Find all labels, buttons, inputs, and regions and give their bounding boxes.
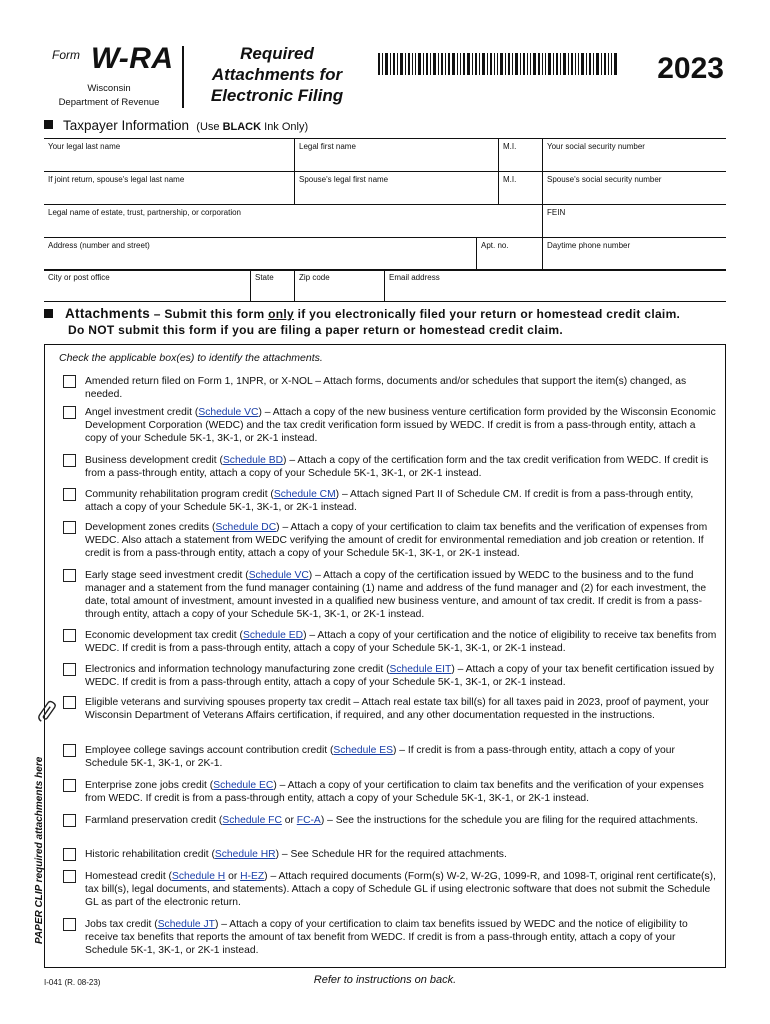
attachments-line2: Do NOT submit this form if you are filing a paper return or homestead credit claim. <box>68 323 563 337</box>
attachment-text-part: Amended return filed on Form 1, 1NPR, or X-NOL – Attach forms, documents and/or schedules that support the item(s) changed, as needed. <box>85 376 687 400</box>
attachment-text-part: ) – Attach a copy of your certification to claim tax benefits issued by WEDC and the notice of eligibility to receive tax benefits that reports the amount of tax benefit from WEDC. If credit is from a pass-through entity, attach a copy of your Schedule 5K-1, 3K-1, or 2K-1 instead. <box>85 919 688 956</box>
attachment-text <box>85 375 719 401</box>
attachment-text <box>85 488 719 514</box>
attachment-text <box>85 569 719 621</box>
attachment-text-part: Homestead credit ( <box>85 871 172 882</box>
attachment-checkbox[interactable] <box>63 454 76 467</box>
attachments-title: Attachments <box>65 306 151 321</box>
attachment-text-part: Community rehabilitation program credit ( <box>85 489 274 500</box>
attachment-text <box>85 629 719 655</box>
taxpayer-info-grid <box>44 138 726 270</box>
attachment-text <box>85 406 719 445</box>
attachment-text-part: Farmland preservation credit ( <box>85 815 223 826</box>
attachments-only: only <box>268 307 294 321</box>
attachment-text-part: ) – Attach a copy of your certification to claim tax benefits and the verification of your expenses from WEDC. If credit is from a pass-through entity, attach a copy of your Schedule 5K-1, 3K-1, or 2K-1 instead. <box>85 780 704 804</box>
taxpayer-section-title: Taxpayer Information <box>63 118 190 133</box>
attachment-text-part: Electronics and information technology manufacturing zone credit ( <box>85 664 390 675</box>
attachment-text <box>85 779 719 805</box>
attachment-checkbox[interactable] <box>63 569 76 582</box>
attachment-text-part: ) – Attach a copy of your tax benefit certification issued by WEDC. If credit is from a pass-through entity, attach a copy of your Schedule 5K-1, 3K-1, or 2K-1 instead. <box>85 664 715 688</box>
schedule-link[interactable]: Schedule ED <box>242 630 304 641</box>
attachment-text-part: ) – See Schedule HR for the required attachments. <box>275 849 507 860</box>
last-name-field[interactable] <box>44 139 294 172</box>
attachment-text-part: Historic rehabilitation credit ( <box>85 849 215 860</box>
attachment-text-part: ) – Attach a copy of the certification issued by WEDC to the business and to the fund manager and a statement from the fund manager containing (1) name and address of the fund manager and (2) for each investment, the date, total amount of investment, amount invested in a qualified new business venture, and amount of tax credit. If credit is from a pass-through entity, attach a copy of your Schedule 5K-1, 3K-1, or 2K-1 instead. <box>85 570 707 620</box>
title-line1: Required <box>240 44 314 63</box>
attachment-checkbox[interactable] <box>63 406 76 419</box>
attachment-text <box>85 663 719 689</box>
address-label: Address (number and street) <box>48 241 150 250</box>
email-field[interactable] <box>384 270 542 301</box>
schedule-link[interactable]: Schedule H <box>172 871 226 882</box>
attachment-checkbox[interactable] <box>63 521 76 534</box>
attachment-text-part: ) – Attach a copy of your certification to claim tax benefits and the verification of expenses from WEDC. Also attach a statement from WEDC verifying the amount of credit for environmental remediation and job creation or retention. If credit is from a pass-through entity, attach a copy of your Schedule 5K-1, 3K-1, or 2K-1 instead. <box>85 522 708 559</box>
attachment-text <box>85 814 719 827</box>
attachments-section-header <box>44 306 734 338</box>
attachment-text <box>85 870 719 909</box>
paper-clip-text: PAPER CLIP required attachments here <box>34 756 45 944</box>
attachment-checkbox[interactable] <box>63 848 76 861</box>
title-line2: Attachments for <box>211 65 343 84</box>
attachment-checkbox[interactable] <box>63 696 76 709</box>
attachment-text-part: Early stage seed investment credit ( <box>85 570 249 581</box>
footer-reference: Refer to instructions on back. <box>313 974 457 986</box>
schedule-link[interactable]: Schedule JT <box>157 919 215 930</box>
ink-note-black: BLACK <box>222 121 262 133</box>
ssn-label: Your social security number <box>547 142 645 151</box>
attachments-instruction: Check the applicable box(es) to identify the attachments. <box>59 352 323 364</box>
ink-note <box>196 121 308 133</box>
schedule-link[interactable]: Schedule EIT <box>389 664 452 675</box>
apt-label: Apt. no. <box>481 241 509 250</box>
schedule-link[interactable]: Schedule VC <box>198 407 259 418</box>
apt-field[interactable] <box>476 238 542 271</box>
attachment-text-part: ) – Attach a copy of the certification form and the tax credit verification from WEDC. If credit is from a pass-through entity, attach a copy of your Schedule 5K-1, 3K-1, or 2K-1 instead. <box>85 455 709 479</box>
state-label: State <box>255 273 274 282</box>
first-name-field[interactable] <box>294 139 498 172</box>
city-label: City or post office <box>48 273 110 282</box>
schedule-link[interactable]: Schedule VC <box>248 570 309 581</box>
form-title <box>202 43 352 106</box>
attachment-text <box>85 744 719 770</box>
attachment-checkbox[interactable] <box>63 814 76 827</box>
estate-name-label: Legal name of estate, trust, partnership, or corporation <box>48 208 241 217</box>
mi-field[interactable] <box>498 139 542 172</box>
attachment-checkbox[interactable] <box>63 663 76 676</box>
phone-field[interactable] <box>542 238 726 271</box>
schedule-link[interactable]: Schedule BD <box>222 455 284 466</box>
section-bullet-icon <box>44 120 53 129</box>
attachment-checkbox[interactable] <box>63 918 76 931</box>
form-id: W-RA <box>91 42 174 75</box>
zip-field[interactable] <box>294 270 384 301</box>
attachment-text-part: Development zones credits ( <box>85 522 216 533</box>
city-field[interactable] <box>44 270 250 301</box>
attachment-text-part: ) – Attach a copy of the new business venture certification form provided by the Wisconsin Economic Development Corporation (WEDC) and the tax credit verification form issued by WEDC. If credit is from a pass-through entity, attach a copy of your Schedule 5K-1, 3K-1, or 2K-1 instead. <box>85 407 716 444</box>
schedule-link[interactable]: FC-A <box>296 815 321 826</box>
spouse-first-name-label: Spouse's legal first name <box>299 175 389 184</box>
spouse-last-name-field[interactable] <box>44 172 294 205</box>
attachment-text <box>85 848 719 861</box>
ink-note-open: (Use <box>196 121 223 133</box>
attachment-text-part: Business development credit ( <box>85 455 223 466</box>
attachment-text-part: or <box>225 871 241 882</box>
attachment-checkbox[interactable] <box>63 629 76 642</box>
spouse-first-name-field[interactable] <box>294 172 498 205</box>
attachment-checkbox[interactable] <box>63 744 76 757</box>
barcode-image <box>378 53 618 75</box>
schedule-link[interactable]: Schedule ES <box>333 745 393 756</box>
attachment-text-part: Employee college savings account contribution credit ( <box>85 745 334 756</box>
header-divider <box>182 46 184 108</box>
first-name-label: Legal first name <box>299 142 356 151</box>
mi-label: M.I. <box>503 142 517 151</box>
form-word: Form <box>52 48 80 62</box>
attachment-text-part: Jobs tax credit ( <box>85 919 158 930</box>
schedule-link[interactable]: Schedule HR <box>214 849 276 860</box>
spouse-mi-label: M.I. <box>503 175 517 184</box>
attachment-text-part: or <box>281 815 297 826</box>
fein-label: FEIN <box>547 208 566 217</box>
schedule-link[interactable]: H-EZ <box>240 871 265 882</box>
taxpayer-section-header <box>44 118 308 133</box>
attachment-text-part: ) – If credit is from a pass-through entity, attach a copy of your Schedule 5K-1, 3K-1, or 2K-1. <box>85 745 675 769</box>
attachment-text-part: Angel investment credit ( <box>85 407 199 418</box>
attachment-text-part: ) – Attach signed Part II of Schedule CM. If credit is from a pass-through entity, attach a copy of your Schedule 5K-1, 3K-1, or 2K-1 instead. <box>85 489 694 513</box>
tax-year: 2023 <box>657 52 724 85</box>
attachment-checkbox[interactable] <box>63 779 76 792</box>
attachment-checkbox[interactable] <box>63 488 76 501</box>
attachments-line1-a: – Submit this form <box>150 307 269 321</box>
address-field[interactable] <box>44 238 476 271</box>
form-number: I-041 (R. 08-23) <box>44 978 101 987</box>
attachments-line1 <box>44 306 734 322</box>
attachments-line1-b: if you electronically filed your return or homestead credit claim. <box>293 307 681 321</box>
attachment-text <box>85 454 719 480</box>
section-bullet-icon <box>44 309 53 318</box>
spouse-mi-field[interactable] <box>498 172 542 205</box>
agency-block <box>44 82 174 110</box>
attachment-text-part: ) – Attach required documents (Form(s) W-2, W-2G, 1099-R, and 1098-T, original rent certificate(s), tax bill(s), legal documents, and statements). Attach a copy of Schedule GL if using electronic software that does not submit the Schedule GL as part of the electronic return. <box>85 871 716 908</box>
attachment-text <box>85 696 719 722</box>
attachment-text <box>85 521 719 560</box>
schedule-link[interactable]: Schedule FC <box>222 815 282 826</box>
form-header <box>44 40 734 112</box>
spouse-ssn-field[interactable] <box>542 172 726 205</box>
title-line3: Electronic Filing <box>210 86 344 105</box>
estate-name-field[interactable] <box>44 205 542 238</box>
schedule-link[interactable]: Schedule CM <box>273 489 336 500</box>
city-row <box>44 270 726 302</box>
attachment-checkbox[interactable] <box>63 375 76 388</box>
attachment-checkbox[interactable] <box>63 870 76 883</box>
attachment-text-part: ) – Attach a copy of your certification and the notice of eligibility to receive tax benefits from WEDC. If credit is from a pass-through entity, attach a copy of your Schedule 5K-1, 3K-1, or 2K-1 instead. <box>85 630 717 654</box>
attachment-text <box>85 918 719 957</box>
ssn-field[interactable] <box>542 139 726 172</box>
zip-label: Zip code <box>299 273 330 282</box>
attachment-text-part: Eligible veterans and surviving spouses property tax credit – Attach real estate tax bill(s) for all taxes paid in 2023, proof of payment, your Wisconsin Department of Veterans Affairs certification, if required, and any other documentation requested in the instructions. <box>85 697 709 721</box>
spouse-last-name-label: If joint return, spouse's legal last name <box>48 175 185 184</box>
schedule-link[interactable]: Schedule EC <box>213 780 274 791</box>
phone-label: Daytime phone number <box>547 241 631 250</box>
last-name-label: Your legal last name <box>48 142 121 151</box>
spouse-ssn-label: Spouse's social security number <box>547 175 662 184</box>
agency-line1: Wisconsin <box>87 83 131 94</box>
fein-field[interactable] <box>542 205 726 238</box>
ink-note-close: Ink Only) <box>261 121 309 133</box>
attachment-text-part: Enterprise zone jobs credit ( <box>85 780 214 791</box>
email-label: Email address <box>389 273 440 282</box>
agency-line2: Department of Revenue <box>58 97 160 108</box>
schedule-link[interactable]: Schedule DC <box>215 522 277 533</box>
attachment-text-part: Economic development tax credit ( <box>85 630 243 641</box>
attachments-box <box>44 344 726 968</box>
state-field[interactable] <box>250 270 294 301</box>
attachment-text-part: ) – See the instructions for the schedule you are filing for the required attachments. <box>320 815 699 826</box>
